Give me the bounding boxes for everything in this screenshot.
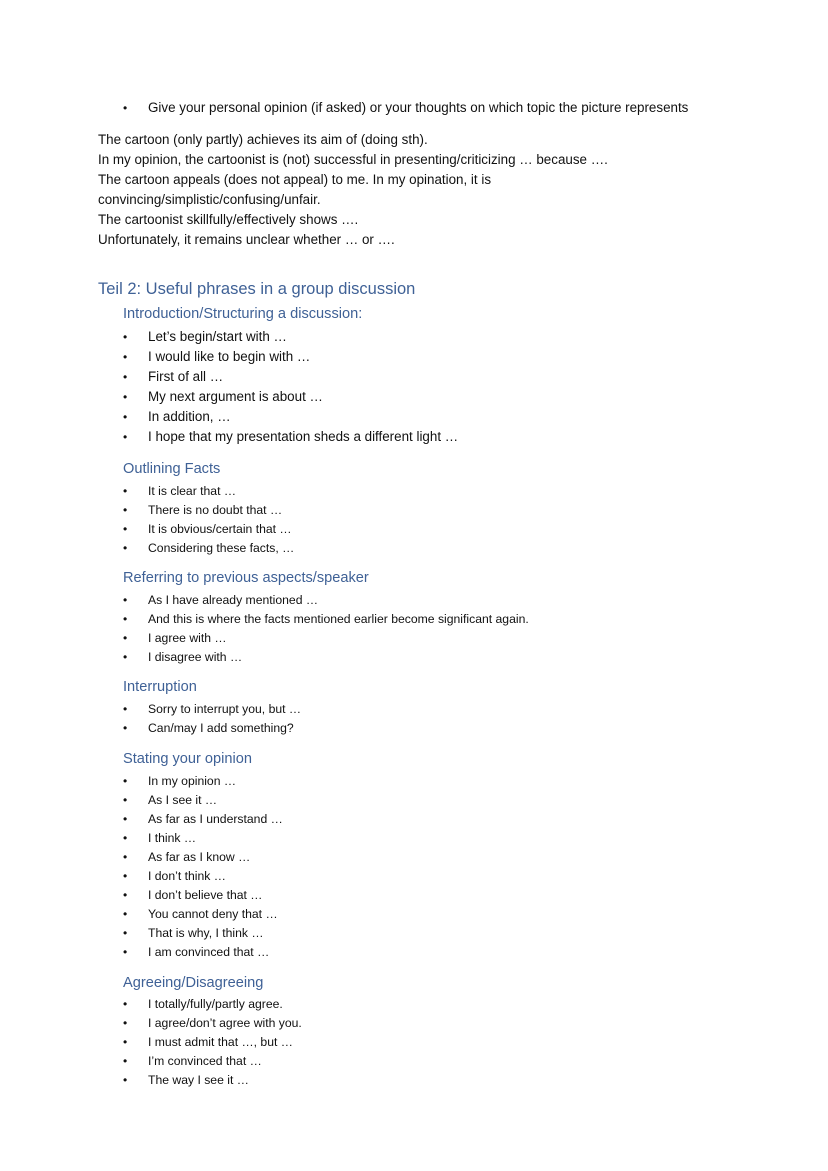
subsection-heading: Stating your opinion — [123, 751, 252, 767]
bullet-icon: • — [123, 593, 128, 607]
bullet-icon: • — [123, 410, 128, 424]
subsection-heading: Referring to previous aspects/speaker — [123, 570, 369, 586]
list-item: There is no doubt that … — [148, 503, 283, 517]
bullet-icon: • — [123, 650, 128, 664]
list-item: My next argument is about … — [148, 389, 323, 404]
section-title: Teil 2: Useful phrases in a group discussion — [98, 280, 416, 298]
bullet-icon: • — [123, 370, 128, 384]
bullet-icon: • — [123, 484, 128, 498]
list-item: As far as I know … — [148, 850, 251, 864]
list-item: First of all … — [148, 369, 224, 384]
bullet-icon: • — [123, 350, 128, 364]
bullet-icon: • — [123, 831, 128, 845]
subsection-heading: Introduction/Structuring a discussion: — [123, 306, 363, 322]
subsection-heading: Agreeing/Disagreeing — [123, 975, 264, 991]
bullet-icon: • — [123, 997, 128, 1011]
bullet-icon: • — [123, 793, 128, 807]
paragraph-line: convincing/simplistic/confusing/unfair. — [98, 192, 321, 207]
list-item: As I see it … — [148, 793, 218, 807]
list-item: I don’t think … — [148, 869, 226, 883]
paragraph-line: Unfortunately, it remains unclear whether … or …. — [98, 232, 395, 247]
bullet-icon: • — [123, 1054, 128, 1068]
bullet-icon: • — [123, 541, 128, 555]
list-item: Sorry to interrupt you, but … — [148, 702, 302, 716]
list-item: I totally/fully/partly agree. — [148, 997, 283, 1011]
bullet-icon: • — [123, 101, 128, 115]
bullet-icon: • — [123, 1073, 128, 1087]
list-item: Considering these facts, … — [148, 541, 295, 555]
list-item: Let’s begin/start with … — [148, 329, 287, 344]
subsection-heading: Outlining Facts — [123, 461, 221, 477]
list-item: As far as I understand … — [148, 812, 283, 826]
subsection-heading: Interruption — [123, 679, 197, 695]
bullet-icon: • — [123, 774, 128, 788]
list-item: That is why, I think … — [148, 926, 264, 940]
bullet-icon: • — [123, 631, 128, 645]
bullet-icon: • — [123, 612, 128, 626]
bullet-icon: • — [123, 869, 128, 883]
bullet-icon: • — [123, 812, 128, 826]
bullet-icon: • — [123, 850, 128, 864]
list-item: I agree with … — [148, 631, 227, 645]
list-item: Can/may I add something? — [148, 721, 294, 735]
bullet-icon: • — [123, 721, 128, 735]
list-item: I agree/don’t agree with you. — [148, 1016, 302, 1030]
bullet-icon: • — [123, 522, 128, 536]
paragraph-line: The cartoonist skillfully/effectively shows …. — [98, 212, 359, 227]
bullet-icon: • — [123, 430, 128, 444]
bullet-icon: • — [123, 702, 128, 716]
list-item: You cannot deny that … — [148, 907, 278, 921]
list-item: I must admit that …, but … — [148, 1035, 293, 1049]
list-item: And this is where the facts mentioned earlier become significant again. — [148, 612, 529, 626]
list-item: In addition, … — [148, 409, 231, 424]
list-item: I don’t believe that … — [148, 888, 263, 902]
paragraph-line: The cartoon (only partly) achieves its aim of (doing sth). — [98, 132, 428, 147]
list-item: I disagree with … — [148, 650, 243, 664]
bullet-icon: • — [123, 503, 128, 517]
list-item: It is clear that … — [148, 484, 237, 498]
list-item: As I have already mentioned … — [148, 593, 319, 607]
bullet-icon: • — [123, 926, 128, 940]
list-item: I hope that my presentation sheds a different light … — [148, 429, 459, 444]
bullet-icon: • — [123, 945, 128, 959]
list-item: I think … — [148, 831, 197, 845]
paragraph-line: The cartoon appeals (does not appeal) to me. In my opination, it is — [98, 172, 492, 187]
list-item: I’m convinced that … — [148, 1054, 262, 1068]
bullet-icon: • — [123, 888, 128, 902]
bullet-icon: • — [123, 1016, 128, 1030]
bullet-icon: • — [123, 907, 128, 921]
paragraph-line: In my opinion, the cartoonist is (not) successful in presenting/criticizing … because …. — [98, 152, 608, 167]
list-item: It is obvious/certain that … — [148, 522, 292, 536]
bullet-icon: • — [123, 390, 128, 404]
intro-bullet-text: Give your personal opinion (if asked) or your thoughts on which topic the picture represents — [148, 100, 689, 115]
list-item: In my opinion … — [148, 774, 237, 788]
bullet-icon: • — [123, 330, 128, 344]
list-item: The way I see it … — [148, 1073, 249, 1087]
list-item: I am convinced that … — [148, 945, 270, 959]
bullet-icon: • — [123, 1035, 128, 1049]
list-item: I would like to begin with … — [148, 349, 311, 364]
